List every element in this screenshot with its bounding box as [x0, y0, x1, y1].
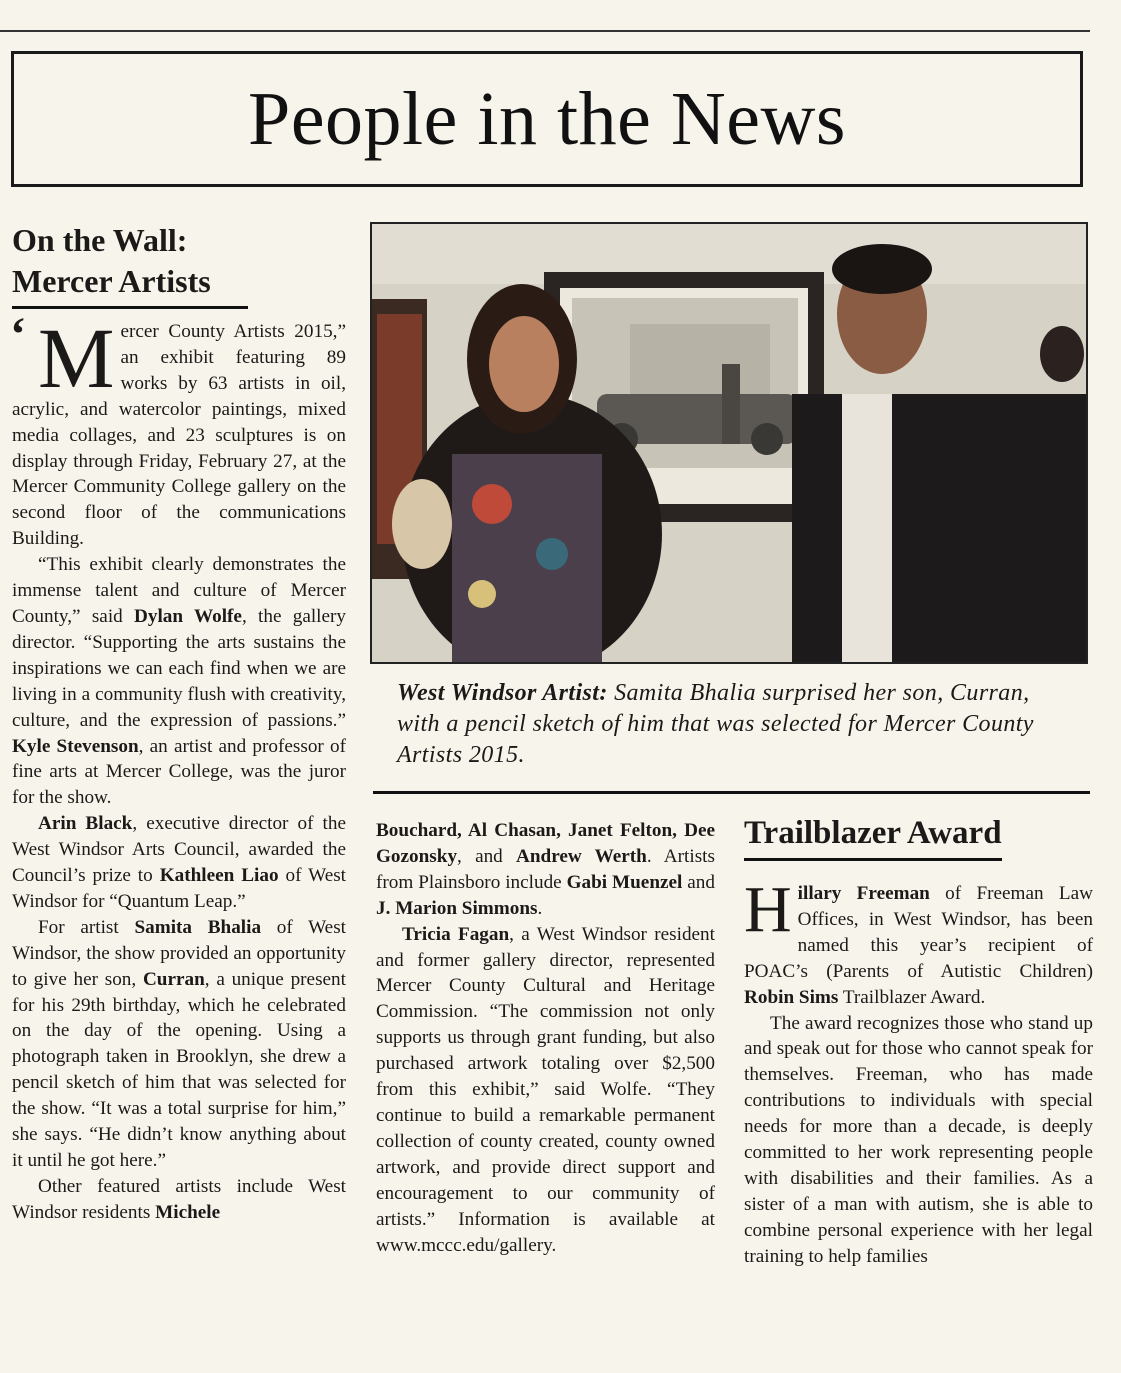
paragraph-1 — [744, 873, 1093, 1011]
article-on-the-wall — [12, 220, 346, 1226]
drop-cap: M — [38, 310, 115, 406]
paragraph-text: ercer County Artists 2015,” an exhibit featuring 89 works by 63 artists in oil, acrylic, and watercolor paintings, mixed media collages, and 23 sculptures is on display through Friday, February 27, at the Mercer Community College gallery on the second floor of the communications Building. — [12, 321, 346, 550]
person-name: Michele — [155, 1201, 221, 1223]
article-trailblazer-award — [744, 813, 1093, 1270]
paragraph-3 — [12, 811, 346, 915]
paragraph-text: , the gallery director. “Supporting the arts sustains the inspirations we can each find when we are living in a community flush with creativity, culture, and the expression of passions.” — [12, 605, 346, 731]
paragraph-text: , a West Windsor resident and former gallery director, represented Mercer County Cultural and Heritage Commission. “The commission not only supports us through grant funding, but also purchased artwork totaling over $2,500 from this exhibit,” said Wolfe. “They continue to build a remarkable permanent collection of county created, county owned artwork, and provide direct support and encouragement to our community of artists.” Information is available at www.mccc.edu/gallery. — [376, 923, 715, 1256]
section-masthead — [11, 51, 1083, 187]
drop-cap: H — [744, 873, 792, 946]
person-name: illary Freeman — [797, 883, 930, 904]
person-name: Andrew Werth — [516, 845, 647, 867]
photo-illustration — [372, 224, 1086, 662]
paragraph-text: , an artist and professor of fine arts at Mercer College, was the juror for the show. — [12, 735, 346, 809]
article-heading: Trailblazer Award — [744, 813, 1002, 861]
paragraph-text: of West Windsor, the show provided an opportunity to give her son, — [12, 916, 346, 990]
caption-text: Samita Bhalia surprised her son, Curran, with a pencil sketch of him that was selected for Mercer County Artists 2015. — [397, 680, 1034, 768]
person-name: Curran — [142, 968, 205, 990]
paragraph-6 — [376, 922, 715, 1259]
paragraph-continued — [376, 818, 715, 922]
paragraph-text: “This exhibit clearly demonstrates the immense talent and culture of Mercer County,” said — [12, 554, 346, 627]
paragraph-2: The award recognizes those who stand up and speak out for those who cannot speak for themselves. Freeman, who has made contributions to individuals with special needs for more than a decade, is deeply committed to her work representing people with disabilities and their families. As a sister of a man with autism, she is able to combine personal experience with her legal training to help families — [744, 1012, 1093, 1267]
person-name: Kathleen Liao — [159, 865, 279, 887]
paragraph-text: , a unique present for his 29th birthday, which he celebrated on the day of the opening. Using a photograph taken in Brooklyn, she drew a pencil sketch of him that was selected for the show. “It was a total surprise for him,” she says. “He didn’t know anything about it until he got here.” — [12, 968, 346, 1171]
top-rule — [0, 30, 1090, 32]
person-name: Tricia Fagan — [402, 923, 510, 945]
paragraph-text: and — [682, 871, 715, 893]
paragraph-4 — [12, 915, 346, 1174]
paragraph-text: Trailblazer Award. — [838, 986, 986, 1008]
article-continuation — [376, 818, 715, 1258]
photo-caption — [397, 678, 1077, 771]
person-name: Gabi Muenzel — [566, 871, 683, 893]
paragraph-text: Other featured artists include West Windsor residents — [12, 1175, 346, 1223]
paragraph-5 — [12, 1174, 346, 1226]
paragraph-text: of Freeman Law Offices, in West Windsor, has been named this year’s recipient of POAC’s (Parents of Autistic Children) — [744, 883, 1093, 982]
person-name: Arin Black — [38, 813, 133, 835]
article-body — [10, 308, 347, 1226]
paragraph-text: , and — [457, 845, 516, 867]
person-name: Kyle Stevenson — [12, 735, 139, 757]
paragraph-1 — [10, 308, 346, 552]
paragraph-text: For artist — [38, 916, 135, 938]
paragraph-text: . — [537, 897, 543, 919]
paragraph-2 — [12, 552, 346, 811]
section-title: People in the News — [248, 76, 846, 161]
person-name: Samita Bhalia — [134, 916, 262, 938]
column-rule — [373, 791, 1090, 794]
person-name: Dylan Wolfe — [134, 605, 242, 627]
paragraph-text: of West Windsor for “Quantum Leap.” — [12, 865, 347, 912]
person-name: Bouchard, Al Chasan, Janet Felton, Dee Gozonsky — [376, 820, 715, 867]
open-quote-mark: ‘ — [10, 308, 26, 361]
article-heading: On the Wall: Mercer Artists — [12, 220, 248, 309]
paragraph-text: . Artists from Plainsboro include — [376, 845, 715, 893]
person-name: Robin Sims — [744, 986, 839, 1008]
article-photo — [370, 222, 1088, 664]
caption-lead: West Windsor Artist: — [397, 680, 608, 706]
paragraph-text: , executive director of the West Windsor Arts Council, awarded the Council’s prize to — [12, 813, 346, 887]
person-name: J. Marion Simmons — [376, 897, 538, 919]
